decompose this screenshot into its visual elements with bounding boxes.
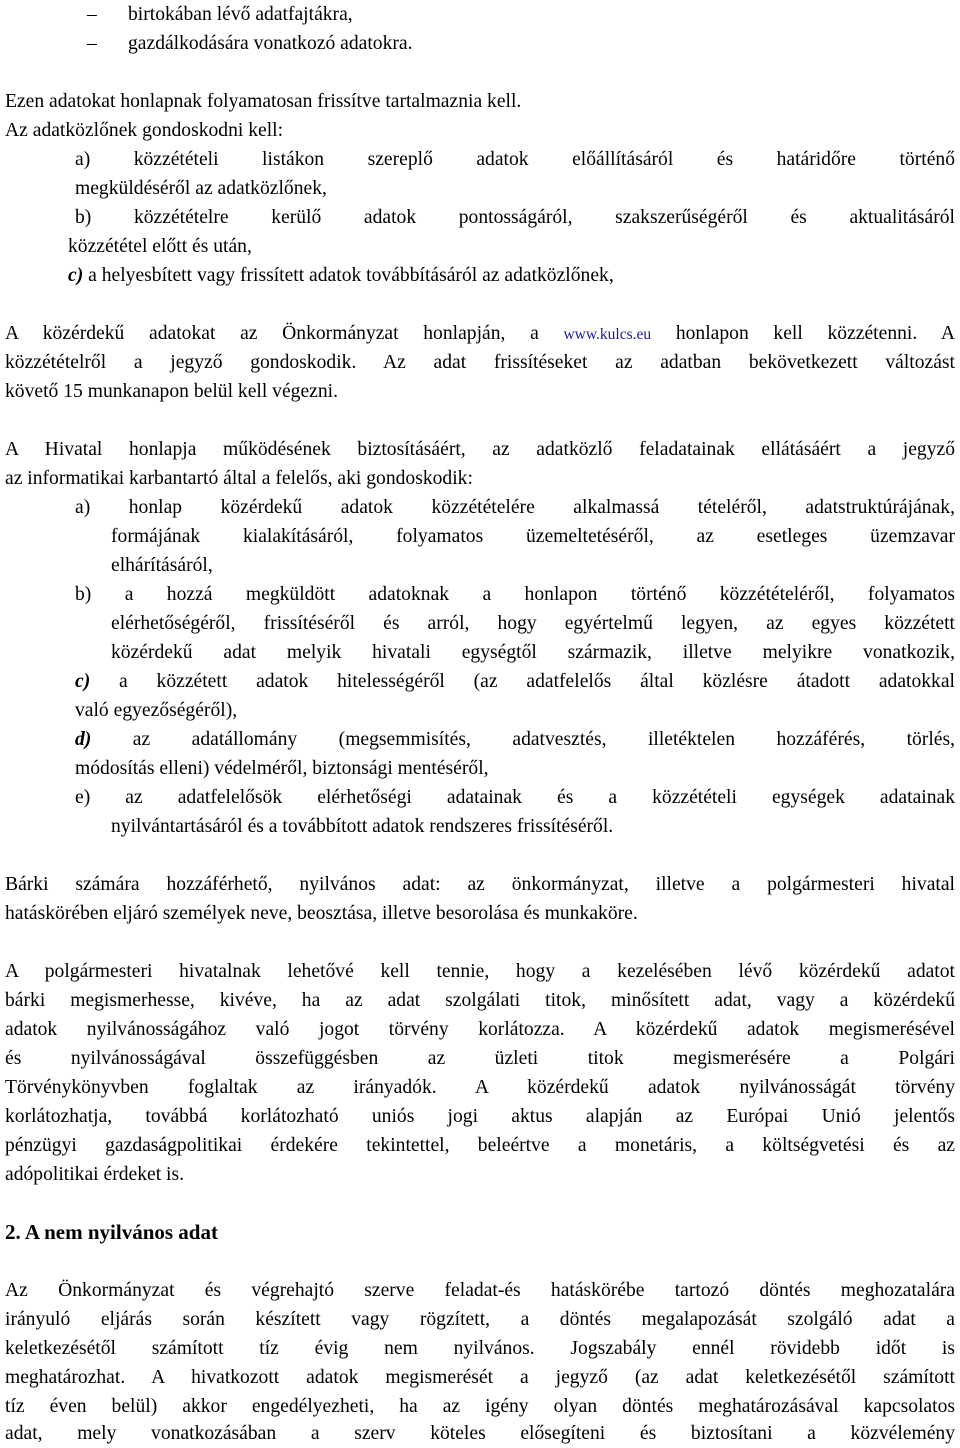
text-line: Törvénykönyvben foglaltak az irányadók. A közérdekű adatok nyilvánosságát törvény bbox=[5, 1077, 955, 1098]
text-segment: A közérdekű adatokat az Önkormányzat honlapján, a bbox=[5, 323, 564, 344]
text-segment: honlapon kell közzétenni. A bbox=[651, 323, 956, 344]
list-item-c bbox=[75, 667, 955, 696]
text-line: irányuló eljárás során készített vagy rögzített, a döntés megalapozását szolgáló adat a bbox=[5, 1309, 955, 1330]
item-text: az adatállomány (megsemmisítés, adatvesztés, illetéktelen hozzáférés, törlés, bbox=[91, 729, 955, 750]
text-line: Az adatközlőnek gondoskodni kell: bbox=[5, 120, 284, 141]
list-item-text: birtokában lévő adatfajtákra, bbox=[128, 4, 353, 25]
text-line: követő 15 munkanapon belül kell végezni. bbox=[5, 381, 339, 402]
text-line: adópolitikai érdeket is. bbox=[5, 1164, 185, 1185]
text-line: adat, mely vonatkozásában a szerv köteles elősegíteni és biztosítani a közvélemény bbox=[5, 1423, 955, 1444]
text-line bbox=[5, 319, 955, 348]
text-line: A polgármesteri hivatalnak lehetővé kell tennie, hogy a kezelésében lévő közérdekű adatot bbox=[5, 961, 955, 982]
text-line: bárki megismerhesse, kivéve, ha az adat szolgálati titok, minősített adat, vagy a közérdekű bbox=[5, 990, 955, 1011]
text-line: megküldéséről az adatközlőnek, bbox=[75, 178, 327, 199]
list-item-b: b) a hozzá megküldött adatoknak a honlapon történő közzétételéről, folyamatos bbox=[75, 584, 955, 605]
list-item-d bbox=[75, 725, 955, 754]
item-marker: d) bbox=[75, 729, 92, 750]
item-marker: c) bbox=[68, 265, 84, 286]
text-line: korlátozhatja, továbbá korlátozható uniós jogi aktus alapján az Európai Unió jelentős bbox=[5, 1106, 955, 1127]
text-line: formájának kialakításáról, folyamatos üzemeltetéséről, az esetleges üzemzavar bbox=[111, 526, 955, 547]
text-line: adatok nyilvánosságához való jogot törvény korlátozza. A közérdekű adatok megismerésével bbox=[5, 1019, 955, 1040]
text-line: Az Önkormányzat és végrehajtó szerve feladat-és hatáskörébe tartozó döntés meghozatalára bbox=[5, 1280, 955, 1301]
website-link[interactable]: www.kulcs.eu bbox=[563, 326, 652, 343]
text-line: A Hivatal honlapja működésének biztosításáért, az adatközlő feladatainak ellátásáért a jegyző bbox=[5, 439, 955, 460]
text-line: közzétételről a jegyző gondoskodik. Az adat frissítéseket az adatban bekövetkezett változást bbox=[5, 352, 955, 373]
list-item-e: e) az adatfelelősök elérhetőségi adatainak és a közzétételi egységek adatainak bbox=[75, 787, 955, 808]
item-marker: c) bbox=[75, 671, 91, 692]
dash-marker: – bbox=[87, 33, 97, 54]
text-line: elérhetőségéről, frissítéséről és arról, hogy egyértelmű legyen, az egyes közzétett bbox=[111, 613, 955, 634]
list-item-c bbox=[68, 261, 955, 290]
text-line: az informatikai karbantartó által a felelős, aki gondoskodik: bbox=[5, 468, 473, 489]
text-line: nyilvántartásáról és a továbbított adatok rendszeres frissítéséről. bbox=[111, 816, 614, 837]
text-line: módosítás elleni) védelméről, biztonsági mentéséről, bbox=[75, 758, 489, 779]
text-line: hatáskörében eljáró személyek neve, beosztása, illetve besorolása és munkaköre. bbox=[5, 903, 638, 924]
text-line: közérdekű adat melyik hivatali egységtől származik, illetve melyikre vonatkozik, bbox=[111, 642, 955, 663]
text-line: meghatározhat. A hivatkozott adatok megismerését a jegyző (az adat keletkezésétől számított bbox=[5, 1367, 955, 1388]
dash-marker: – bbox=[87, 4, 97, 25]
text-line: keletkezésétől számított tíz évig nem nyilvános. Jogszabály ennél rövidebb időt is bbox=[5, 1338, 955, 1359]
text-line: közzététel előtt és után, bbox=[68, 236, 252, 257]
text-line: tíz éven belül) akkor engedélyezheti, ha az igény olyan döntés meghatározásával kapcsolatos bbox=[5, 1396, 955, 1417]
list-item bbox=[5, 0, 955, 29]
list-item-a: a) honlap közérdekű adatok közzétételére alkalmassá tételéről, adatstruktúrájának, bbox=[75, 497, 955, 518]
item-text: a közzétett adatok hitelességéről (az adatfelelős által közlésre átadott adatokkal bbox=[90, 671, 955, 692]
list-item-text: gazdálkodására vonatkozó adatokra. bbox=[128, 33, 413, 54]
text-line: Ezen adatokat honlapnak folyamatosan frissítve tartalmaznia kell. bbox=[5, 91, 522, 112]
section-heading: 2. A nem nyilvános adat bbox=[5, 1220, 218, 1244]
text-line: Bárki számára hozzáférhető, nyilvános adat: az önkormányzat, illetve a polgármesteri hivatal bbox=[5, 874, 955, 895]
text-line: való egyezőségéről), bbox=[75, 700, 238, 721]
list-item-b: b) közzétételre kerülő adatok pontosságáról, szakszerűségéről és aktualitásáról bbox=[75, 207, 955, 228]
text-line: pénzügyi gazdaságpolitikai érdekére tekintettel, beleértve a monetáris, a költségvetési és az bbox=[5, 1135, 955, 1156]
text-line: elhárításáról, bbox=[111, 555, 213, 576]
text-line: és nyilvánosságával összefüggésben az üzleti titok megismerésére a Polgári bbox=[5, 1048, 955, 1069]
list-item bbox=[5, 29, 955, 58]
item-text: a helyesbített vagy frissített adatok továbbításáról az adatközlőnek, bbox=[88, 265, 614, 286]
list-item-a: a) közzétételi listákon szereplő adatok előállításáról és határidőre történő bbox=[75, 149, 955, 170]
